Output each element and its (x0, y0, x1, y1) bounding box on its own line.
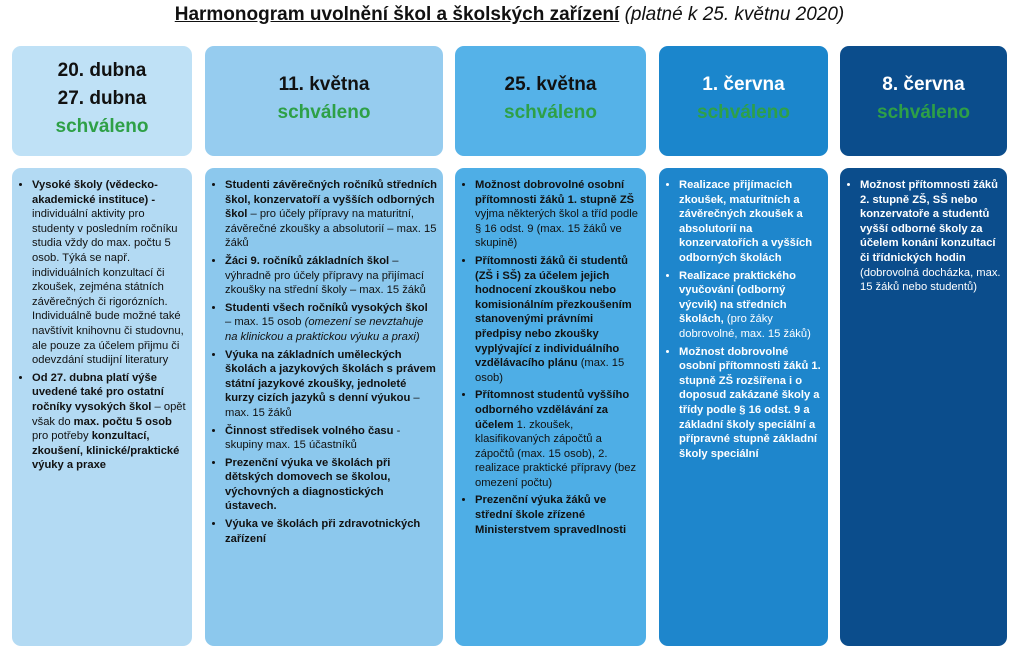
header-date: 1. června (702, 74, 785, 95)
item-list (213, 178, 437, 546)
bullet-text: pro potřeby (32, 430, 92, 443)
column-header (659, 46, 828, 156)
bullet-item (475, 254, 640, 385)
bullet-text: Studenti závěrečných ročníků středních škol, konzervatoří a vyšších odborných škol (225, 179, 437, 221)
bullet-item (225, 517, 437, 546)
bullet-text: 1. zkoušek, klasifikovaných zápočtů a zápočtů (max. 15 osob), 2. realizace praktické přípravy (bez omezení počtu) (475, 418, 637, 489)
bullet-text: Prezenční výuka ve školách při dětských domovech se školou, výchovných a diagnostických ústavech. (225, 456, 391, 513)
bullet-text: – max. 15 osob (225, 316, 305, 329)
header-date: 20. dubna (57, 60, 147, 81)
bullet-text: Přítomnosti žáků či studentů (ZŠ i SŠ) za účelem jejich hodnocení zkouškou nebo komisionálním přezkoušením stanovenými právními předpisy nebo zkoušky vyplývající z individuálního vzdělávacího plánu (475, 254, 632, 370)
column-body (840, 168, 1007, 646)
column-header (12, 46, 192, 156)
header-date: 27. dubna (57, 88, 147, 109)
header-date: 11. května (278, 74, 370, 95)
bullet-text: Možnost přítomnosti žáků 2. stupně ZŠ, SŠ nebo konzervatoře a studentů vyšší odborné školy za účelem konání konzultací či třídnických hodin (860, 179, 998, 264)
bullet-item (475, 178, 640, 251)
bullet-item (225, 456, 437, 514)
bullet-text: Výuka ve školách při zdravotnických zařízení (225, 518, 421, 545)
bullet-text: Prezenční výuka žáků ve střední škole zřízené Ministerstvem spravedlnosti (475, 494, 627, 536)
column-header (455, 46, 646, 156)
bullet-text: (max. 15 osob) (475, 357, 625, 384)
status-label: schváleno (504, 102, 597, 123)
header-date: 8. června (882, 74, 965, 95)
bullet-item (225, 301, 437, 345)
item-list (463, 178, 640, 537)
bullet-text: (omezení se nevztahuje na klinickou a praktickou výuku a praxi) (225, 316, 424, 343)
bullet-item (225, 178, 437, 251)
bullet-text: Možnost dobrovolné osobní přítomnosti žáků 1. stupně ZŠ rozšířena i o doposud zakázané školy a třídy podle § 16 odst. 9 a základní školy speciální a přípravné stupně základní školy speciální (679, 345, 821, 460)
bullet-item (475, 388, 640, 490)
bullet-item (475, 493, 640, 537)
item-list (848, 178, 1001, 295)
bullet-text: vyjma některých škol a tříd podle § 16 odst. 9 (max. 15 žáků ve skupině) (475, 208, 638, 250)
column-body (205, 168, 443, 646)
bullet-text: Realizace praktického vyučování (odborný výcvik) na středních školách, (679, 269, 796, 326)
bullet-text: (dobrovolná docházka, max. 15 žáků nebo studentů) (860, 266, 1001, 294)
bullet-text: Možnost dobrovolné osobní přítomnosti žáků 1. stupně ZŠ (475, 179, 635, 206)
status-label: schváleno (277, 102, 371, 123)
bullet-text: Studenti všech ročníků vysokých škol (225, 301, 428, 314)
bullet-item (679, 178, 822, 266)
status-label: schváleno (697, 102, 790, 123)
document-title (0, 4, 1019, 26)
header-date: 25. května (504, 74, 597, 95)
bullet-item (225, 348, 437, 421)
column-body (659, 168, 828, 646)
bullet-text: Od 27. dubna platí výše uvedené také pro ostatní ročníky vysokých škol (32, 371, 164, 413)
bullet-item (32, 178, 186, 368)
bullet-text: Žáci 9. ročníků základních škol (225, 254, 390, 267)
item-list (667, 178, 822, 461)
bullet-text: (pro žáky dobrovolné, max. 15 žáků) (679, 313, 811, 340)
bullet-text: – pro účely přípravy na maturitní, závěrečné zkoušky a absolutorií – max. 15 žáků (225, 208, 437, 250)
bullet-text: Činnost středisek volného času (225, 424, 394, 437)
status-label: schváleno (55, 116, 149, 137)
column-header (840, 46, 1007, 156)
column-body (455, 168, 646, 646)
bullet-text: – opět však do (32, 400, 186, 428)
bullet-item (679, 345, 822, 462)
bullet-item (860, 178, 1001, 295)
column-body (12, 168, 192, 646)
bullet-text: Výuka na základních uměleckých školách a jazykových školách s právem státní jazykové zkoušky, jednoleté kurzy cizích jazyků s denní výukou (225, 348, 436, 405)
bullet-text: – max. 15 žáků (225, 392, 420, 419)
bullet-text: - skupiny max. 15 účastníků (225, 424, 401, 452)
bullet-item (225, 424, 437, 453)
bullet-text: Vysoké školy (vědecko-akademické instituce) - (32, 179, 158, 206)
bullet-text: konzultací, zkoušení, klinické/praktické výuky a praxe (32, 430, 180, 472)
title-main: Harmonogram uvolnění škol a školských zařízení (174, 4, 620, 25)
bullet-text: individuální aktivity pro studenty v posledním ročníku studia vždy do max. počtu 5 osob. Týká se např. individuálních konzultací či zkoušek, zejména státních závěrečných či rigorózních. Individuálně bude možné také navštívit knihovnu či studovnu, ale pouze za účelem přijmu či odevzdání studijní literatury (32, 208, 184, 367)
bullet-item (32, 371, 186, 473)
status-label: schváleno (877, 102, 970, 123)
bullet-text: Přítomnost studentů vyššího odborného vzdělávání za účelem (475, 389, 630, 431)
title-subtitle: (platné k 25. květnu 2020) (624, 4, 845, 25)
bullet-item (225, 254, 437, 298)
item-list (20, 178, 186, 473)
column-header (205, 46, 443, 156)
bullet-text: Realizace přijímacích zkoušek, maturitních a závěrečných zkoušek a absolutorií na konzervatořích a vyšších odborných školách (679, 179, 813, 264)
bullet-text: – výhradně pro účely přípravy na přijímací zkoušky na střední školy – max. 15 žáků (225, 254, 426, 297)
bullet-text: max. počtu 5 osob (73, 415, 172, 428)
bullet-item (679, 269, 822, 342)
